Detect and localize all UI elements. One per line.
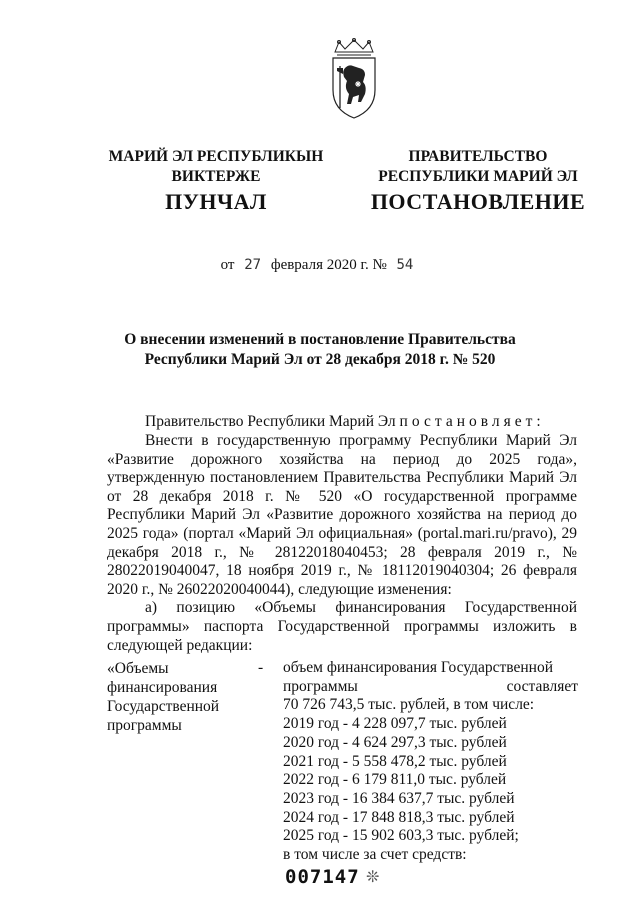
document-number: 54 bbox=[396, 257, 414, 273]
table-right-values bbox=[283, 659, 578, 865]
paragraph-amendments: Внести в государственную программу Республики Марий Эл «Развитие дорожного хозяйства на период до 2025 года», утвержденную постановлением Правительства Республики Марий Эл от 28 декабря 2018 г. № 520 «О государственной программе Республики Марий Эл «Развитие дорожного хозяйства на период до 2025 года» (портал «Марий Эл официальная» (portal.mari.ru/pravo), 29 декабря 2018 г., № 28122018040453; 28 февраля 2019 г., № 28022019040047, 18 ноября 2019 г., № 18112019040304; 26 февраля 2020 г., № 26022020040044), следующие изменения: bbox=[107, 432, 577, 598]
subject-line1: О внесении изменений в постановление Правительства bbox=[124, 331, 516, 348]
date-prefix: от bbox=[220, 257, 235, 273]
date-line bbox=[0, 257, 640, 274]
ornament-mark: ❊ bbox=[366, 869, 380, 886]
label-line: программы bbox=[107, 717, 182, 734]
document-subject bbox=[90, 330, 550, 370]
subject-line2: Республики Марий Эл от 28 декабря 2018 г. № 520 bbox=[144, 351, 496, 368]
header-left-line2: ВИКТЕРЖЕ bbox=[171, 168, 261, 185]
form-serial-number: 007147 bbox=[285, 866, 360, 888]
funding-year-row: 2024 год - 17 848 818,3 тыс. рублей bbox=[283, 808, 515, 826]
intro-start: Правительство Республики Марий Эл bbox=[145, 413, 396, 430]
table-left-label bbox=[107, 659, 267, 735]
paragraph-item-a: а) позицию «Объемы финансирования Государственной программы» паспорта Государственной программы изложить в следующей редакции: bbox=[107, 599, 577, 654]
funding-year-row: 2022 год - 6 179 811,0 тыс. рублей bbox=[283, 771, 507, 789]
funding-year-row: 2021 год - 5 558 478,2 тыс. рублей bbox=[283, 752, 507, 770]
header-left-line1: МАРИЙ ЭЛ РЕСПУБЛИКЫН bbox=[108, 148, 324, 165]
header-right-doc-type: ПОСТАНОВЛЕНИЕ bbox=[370, 189, 586, 214]
coat-of-arms-icon bbox=[325, 38, 383, 120]
funding-text-b1: программы bbox=[283, 677, 358, 695]
header-left-doc-type: ПУНЧАЛ bbox=[165, 189, 267, 214]
funding-total: 70 726 743,5 тыс. рублей, в том числе: bbox=[283, 696, 535, 714]
funding-line-b bbox=[283, 678, 578, 697]
header-right-line2: РЕСПУБЛИКИ МАРИЙ ЭЛ bbox=[378, 168, 578, 185]
intro-postanovlyaet: постановляет: bbox=[399, 413, 545, 430]
funding-year-row: 2023 год - 16 384 637,7 тыс. рублей bbox=[283, 789, 515, 807]
resolution-intro bbox=[107, 413, 577, 432]
table-dash: - bbox=[258, 659, 264, 676]
body-paragraphs bbox=[107, 432, 577, 655]
date-day: 27 bbox=[244, 257, 262, 273]
funding-text-a: объем финансирования Государственной bbox=[283, 659, 553, 676]
funding-text-b2: составляет bbox=[506, 677, 578, 695]
funding-line-a bbox=[283, 659, 578, 678]
label-line: Государственной bbox=[107, 698, 220, 715]
funding-tail: в том числе за счет средств: bbox=[283, 846, 467, 864]
label-line: «Объемы bbox=[107, 660, 169, 677]
header-right-line1: ПРАВИТЕЛЬСТВО bbox=[408, 148, 548, 165]
date-rest: февраля 2020 г. № bbox=[270, 257, 387, 273]
funding-year-row: 2025 год - 15 902 603,3 тыс. рублей; bbox=[283, 827, 519, 845]
funding-year-row: 2020 год - 4 624 297,3 тыс. рублей bbox=[283, 733, 507, 751]
label-line: финансирования bbox=[107, 679, 218, 696]
funding-year-row: 2019 год - 4 228 097,7 тыс. рублей bbox=[283, 715, 507, 733]
